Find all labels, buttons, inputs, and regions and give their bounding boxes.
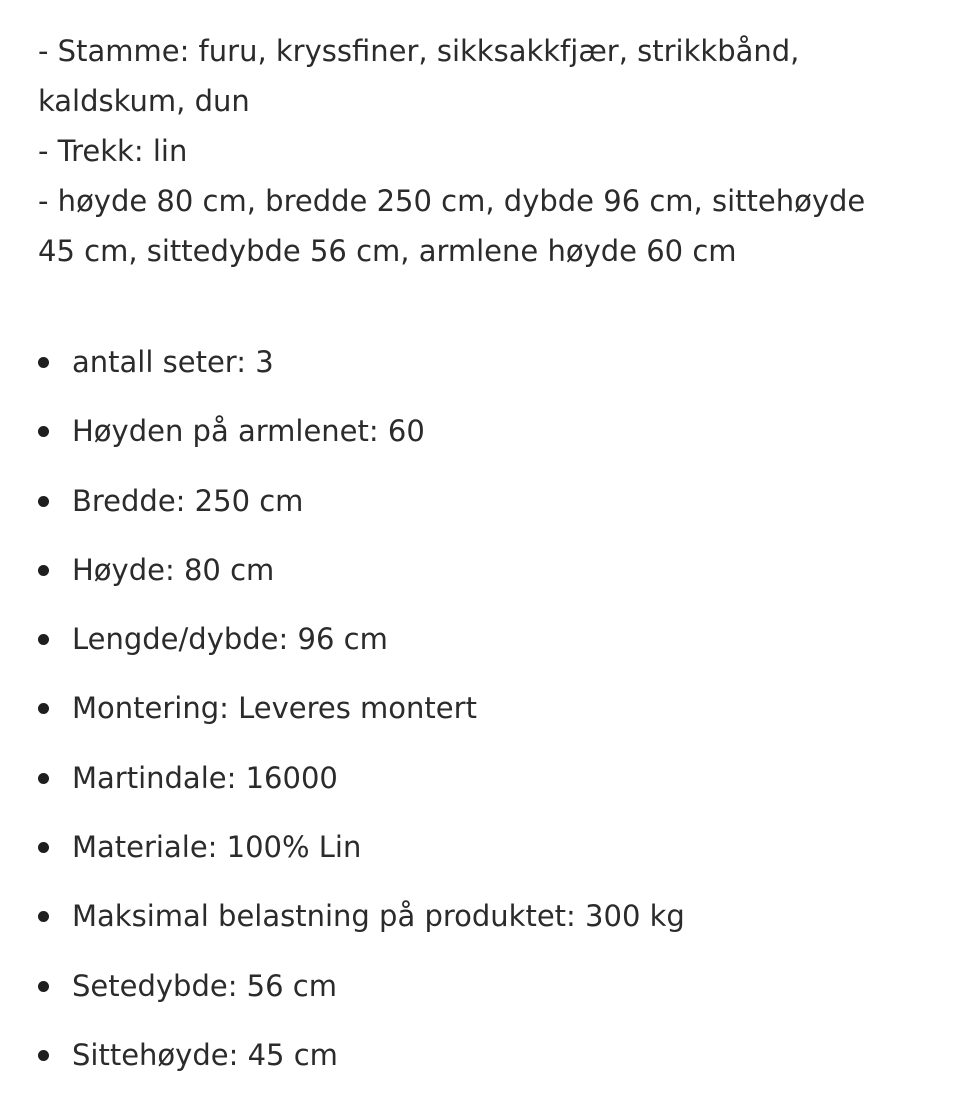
description-line: kaldskum, dun bbox=[38, 84, 250, 118]
spec-item-label: Lengde/dybde: 96 cm bbox=[72, 622, 388, 657]
bullet-icon bbox=[38, 703, 49, 714]
description-line: - Trekk: lin bbox=[38, 134, 188, 168]
spec-item-width bbox=[38, 473, 918, 542]
spec-item-height bbox=[38, 542, 918, 611]
bullet-icon bbox=[38, 981, 49, 992]
bullet-icon bbox=[38, 773, 49, 784]
bullet-icon bbox=[38, 634, 49, 645]
bullet-icon bbox=[38, 357, 49, 368]
spec-item-material bbox=[38, 819, 918, 888]
bullet-icon bbox=[38, 842, 49, 853]
bullet-icon bbox=[38, 1050, 49, 1061]
spec-item-assembly bbox=[38, 680, 918, 749]
spec-item-label: Setedybde: 56 cm bbox=[72, 968, 337, 1003]
spec-item-label: antall seter: 3 bbox=[72, 345, 274, 379]
description-line: - høyde 80 cm, bredde 250 cm, dybde 96 cm, sittehøyde bbox=[38, 184, 866, 218]
description-line: 45 cm, sittedybde 56 cm, armlene høyde 60 cm bbox=[38, 234, 737, 268]
bullet-icon bbox=[38, 565, 49, 576]
bullet-icon bbox=[38, 426, 49, 437]
spec-item-martindale bbox=[38, 750, 918, 819]
bullet-icon bbox=[38, 496, 49, 507]
spec-item-depth bbox=[38, 611, 918, 680]
spec-item-label: Martindale: 16000 bbox=[72, 760, 338, 795]
spec-item-armrest-height bbox=[38, 403, 918, 472]
spec-item-label: Høyde: 80 cm bbox=[72, 552, 275, 587]
spec-item-label: Maksimal belastning på produktet: 300 kg bbox=[72, 899, 685, 934]
spec-item-seat-height bbox=[38, 1027, 918, 1096]
description-line: - Stamme: furu, kryssfiner, sikksakkfjær, strikkbånd, bbox=[38, 34, 800, 68]
spec-item-max-load bbox=[38, 888, 918, 957]
spec-item-label: Montering: Leveres montert bbox=[72, 691, 477, 726]
spec-item-label: Høyden på armlenet: 60 bbox=[72, 414, 425, 449]
spec-item-label: Sittehøyde: 45 cm bbox=[72, 1037, 338, 1072]
spec-list bbox=[38, 334, 918, 1096]
bullet-icon bbox=[38, 911, 49, 922]
spec-item-seat-depth bbox=[38, 958, 918, 1027]
spec-item-seats bbox=[38, 334, 918, 403]
spec-item-label: Bredde: 250 cm bbox=[72, 483, 304, 518]
spec-item-label: Materiale: 100% Lin bbox=[72, 830, 362, 865]
product-description bbox=[38, 26, 918, 276]
